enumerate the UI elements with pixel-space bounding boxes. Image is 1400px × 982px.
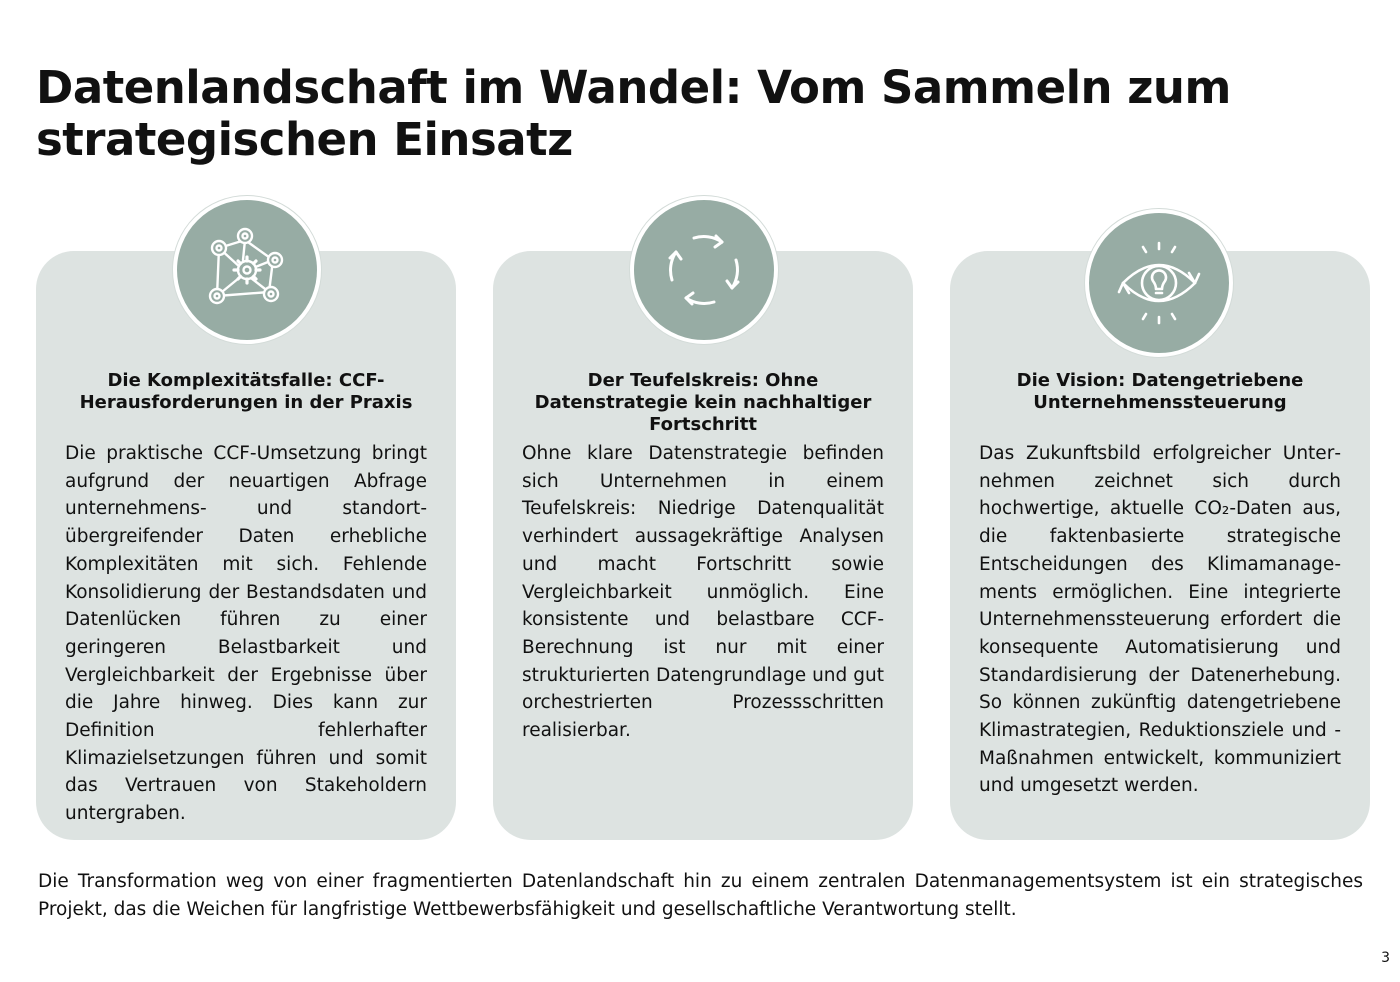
card-body: Ohne klare Datenstrategie befinden sich Unternehmen in einem Teufelskreis: Niedrige Datenqualität verhindert aussagekräftige Analysen und macht Fortschritt sowie Vergleichbarkeit unmöglich. Eine konsistente und belastbare CCF-Berechnung ist nur mit einer strukturierten Datengrundlage und gut orchestrierten Prozessschritten realisierbar. [522, 443, 884, 742]
icon-circle [1085, 209, 1233, 357]
page-number: 3 [1381, 950, 1390, 966]
card-heading: Die Vision: Datengetriebene Unternehmenssteuerung [1016, 370, 1304, 413]
network-gears-icon [197, 220, 297, 320]
page-title: Datenlandschaft im Wandel: Vom Sammeln zum strategischen Einsatz [36, 61, 1231, 166]
footer-text: Die Transformation weg von einer fragmentierten Datenlandschaft hin zu einem zentralen Datenmanagementsystem ist ein strategisches Projekt, das die Weichen für langfristige Wettbewerbsfähigkeit und gesellschaftliche Verantwortung stellt. [38, 871, 1363, 920]
icon-circle [630, 196, 778, 344]
card-body: Die praktische CCF-Umsetzung bringt aufgrund der neuartigen Abfrage unternehmens- und standortübergreifender Daten erhebliche Komplexitäten mit sich. Fehlende Konsolidierung der Bestandsdaten und Datenlücken führen zu einer geringeren Belastbarkeit und Vergleichbarkeit der Ergebnisse über die Jahre hinweg. Dies kann zur Definition fehlerhafter Klimazielsetzungen führen und somit das Vertrauen von Stakeholdern untergraben. [65, 443, 427, 825]
card-heading: Der Teufelskreis: Ohne Datenstrategie kein nachhaltiger Fortschritt [534, 370, 872, 435]
card-heading: Die Komplexitätsfalle: CCF-Herausforderungen in der Praxis [79, 370, 413, 413]
cycle-arrows-icon [654, 220, 754, 320]
card-body: Das Zukunftsbild erfolgreicher Unternehmen zeichnet sich durch hochwertige, aktuelle CO₂-Daten aus, die faktenbasierte strategische Entscheidungen des Klimamanagements ermöglichen. Eine integrierte Unternehmenssteuerung erfordert die konsequente Automatisierung und Standardisierung der Datenerhebung. So können zukünftig datengetriebene Klimastrategien, Reduktionsziele und -Maßnahmen entwickelt, kommuniziert und umgesetzt werden. [979, 443, 1341, 797]
eye-lightbulb-icon [1109, 233, 1209, 333]
icon-circle [173, 196, 321, 344]
